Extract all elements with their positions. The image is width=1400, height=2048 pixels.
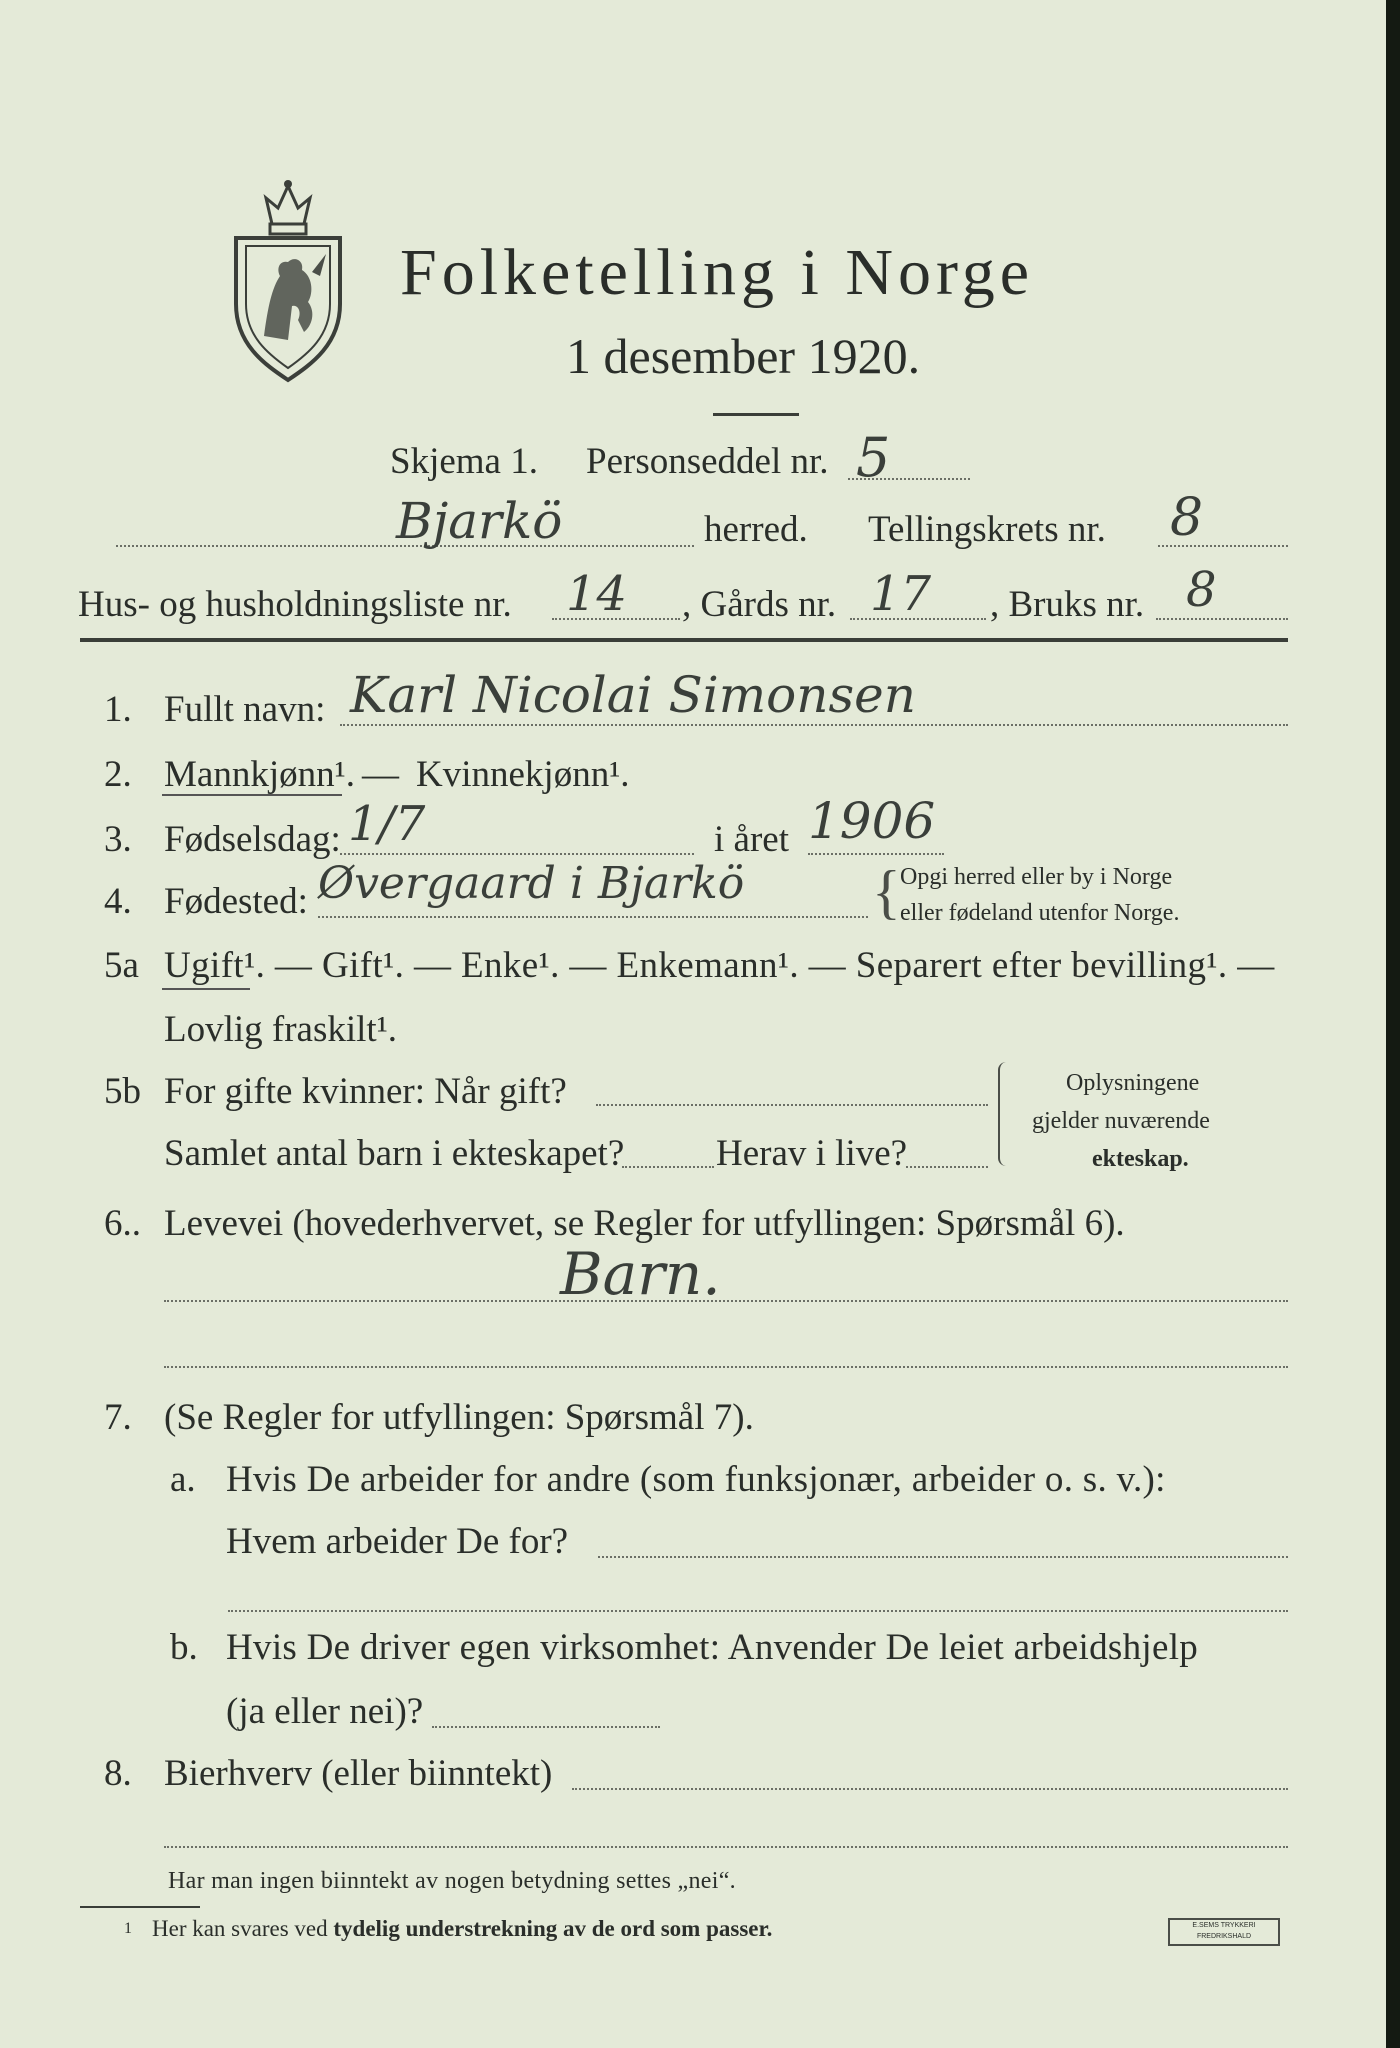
header-divider bbox=[80, 638, 1288, 642]
side-income-line-2 bbox=[164, 1846, 1288, 1848]
birth-year-value: 1906 bbox=[808, 792, 936, 850]
birth-year-line bbox=[808, 853, 944, 855]
hired-help-label: (ja eller nei)? bbox=[226, 1691, 424, 1732]
birthday-label: Fødselsdag: bbox=[164, 819, 341, 860]
form-title: Folketelling i Norge bbox=[400, 236, 1035, 309]
footnote-mark: 1 bbox=[124, 1920, 132, 1937]
full-name-label: Fullt navn: bbox=[164, 689, 326, 730]
birthplace-brace: { bbox=[872, 859, 901, 925]
tellingskrets-value: 8 bbox=[1170, 488, 1204, 548]
field-2-number: 2. bbox=[104, 754, 132, 795]
occupation-line-2 bbox=[164, 1366, 1288, 1368]
married-note-1: Oplysningene bbox=[1066, 1070, 1200, 1096]
kvinnekjonn-option: Kvinnekjønn¹. bbox=[416, 754, 630, 795]
married-note-3: ekteskap. bbox=[1092, 1146, 1189, 1172]
gender-dash: — bbox=[362, 754, 399, 795]
birthplace-note-2: eller fødeland utenfor Norge. bbox=[900, 900, 1180, 926]
coat-of-arms-icon bbox=[228, 176, 348, 386]
married-women-label: For gifte kvinner: Når gift? bbox=[164, 1071, 567, 1112]
personseddel-label: Personseddel nr. bbox=[586, 441, 829, 482]
gards-label: , Gårds nr. bbox=[682, 584, 837, 625]
occupation-label: Levevei (hovederhvervet, se Regler for utfyllingen: Spørsmål 6). bbox=[164, 1203, 1125, 1244]
title-divider bbox=[713, 413, 799, 416]
children-total-line bbox=[622, 1166, 714, 1168]
field-7b-text: Hvis De driver egen virksomhet: Anvender De leiet arbeidshjelp bbox=[226, 1627, 1199, 1668]
employer-line-1 bbox=[598, 1556, 1288, 1558]
tellingskrets-label: Tellingskrets nr. bbox=[868, 509, 1106, 550]
marital-status-options: Ugift¹. — Gift¹. — Enke¹. — Enkemann¹. — Separert efter bevilling¹. — bbox=[164, 945, 1275, 986]
mannkjonn-option: Mannkjønn¹. bbox=[164, 754, 355, 795]
occupation-line-1 bbox=[164, 1300, 1288, 1302]
herred-label: herred. bbox=[704, 509, 808, 550]
field-7-label: (Se Regler for utfyllingen: Spørsmål 7). bbox=[164, 1397, 754, 1438]
side-income-line-1 bbox=[572, 1788, 1288, 1790]
birthplace-note-1: Opgi herred eller by i Norge bbox=[900, 864, 1173, 890]
field-7a-letter: a. bbox=[170, 1459, 196, 1500]
birth-year-label: i året bbox=[714, 819, 789, 860]
birthday-value: 1/7 bbox=[348, 796, 426, 852]
form-date: 1 desember 1920. bbox=[566, 328, 921, 384]
children-total-label: Samlet antal barn i ekteskapet? bbox=[164, 1133, 625, 1174]
birthplace-label: Fødested: bbox=[164, 881, 308, 922]
hus-label: Hus- og husholdningsliste nr. bbox=[78, 584, 512, 625]
occupation-value: Barn. bbox=[560, 1240, 721, 1308]
herred-value: Bjarkö bbox=[396, 492, 563, 550]
bruks-label: , Bruks nr. bbox=[990, 584, 1145, 625]
gards-value: 17 bbox=[870, 566, 932, 622]
full-name-line bbox=[340, 724, 1288, 726]
children-alive-line bbox=[906, 1166, 988, 1168]
married-note-2: gjelder nuværende bbox=[1032, 1108, 1210, 1134]
hus-value: 14 bbox=[566, 566, 628, 622]
field-1-number: 1. bbox=[104, 689, 132, 730]
footnote-text bbox=[152, 1916, 772, 1942]
field-7a-text: Hvis De arbeider for andre (som funksjonær, arbeider o. s. v.): bbox=[226, 1459, 1166, 1500]
employer-label: Hvem arbeider De for? bbox=[226, 1521, 569, 1562]
personseddel-value: 5 bbox=[856, 426, 891, 489]
field-8-number: 8. bbox=[104, 1753, 132, 1794]
married-date-line bbox=[596, 1104, 988, 1106]
side-income-label: Bierhverv (eller biinntekt) bbox=[164, 1753, 553, 1794]
birthplace-line bbox=[318, 916, 868, 918]
field-5a-number: 5a bbox=[104, 945, 139, 986]
field-7-number: 7. bbox=[104, 1397, 132, 1438]
footnote-divider bbox=[80, 1906, 200, 1908]
footnote-text-bold: tydelig understrekning av de ord som passer. bbox=[333, 1916, 773, 1941]
birthplace-value: Øvergaard i Bjarkö bbox=[318, 858, 745, 909]
side-income-note: Har man ingen biinntekt av nogen betydning settes „nei“. bbox=[168, 1868, 736, 1894]
mannkjonn-underline bbox=[162, 794, 342, 796]
hired-help-line bbox=[432, 1726, 660, 1728]
married-brace bbox=[998, 1062, 1010, 1166]
children-alive-label: Herav i live? bbox=[716, 1133, 908, 1174]
field-5b-number: 5b bbox=[104, 1071, 141, 1112]
printer-stamp: E.SEMS TRYKKERI FREDRIKSHALD bbox=[1168, 1918, 1280, 1946]
bruks-line bbox=[1156, 618, 1288, 620]
field-6-number: 6.. bbox=[104, 1203, 141, 1244]
footnote-text-plain: Her kan svares ved bbox=[152, 1916, 334, 1941]
field-4-number: 4. bbox=[104, 881, 132, 922]
marital-status-options-2: Lovlig fraskilt¹. bbox=[164, 1009, 398, 1050]
full-name-value: Karl Nicolai Simonsen bbox=[350, 666, 916, 724]
field-7b-letter: b. bbox=[170, 1627, 198, 1668]
ugift-underline bbox=[162, 988, 250, 990]
employer-line-2 bbox=[228, 1610, 1288, 1612]
field-3-number: 3. bbox=[104, 819, 132, 860]
bruks-value: 8 bbox=[1186, 562, 1217, 618]
skjema-label: Skjema 1. bbox=[390, 441, 538, 482]
birthday-line bbox=[340, 853, 694, 855]
